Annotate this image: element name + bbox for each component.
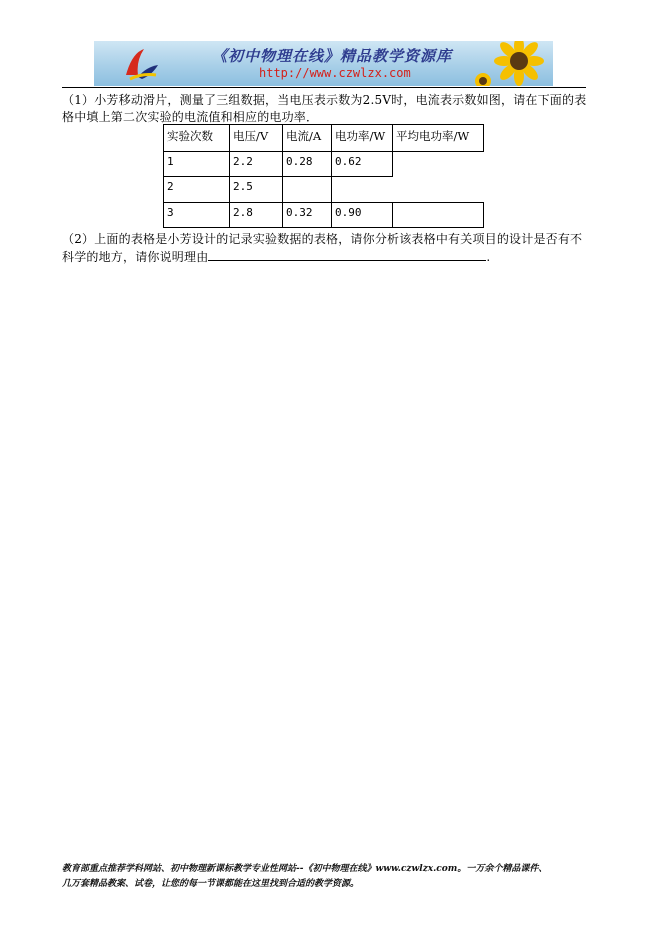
- header-cell: 电功率/W: [332, 125, 393, 152]
- table-cell: 0.90: [332, 203, 393, 228]
- table-cell: 2.8: [230, 203, 283, 228]
- table-cell: 0.28: [283, 152, 332, 177]
- table-row: [164, 152, 484, 177]
- banner-title: 《初中物理在线》精品教学资源库: [212, 47, 453, 65]
- table-cell: 0.62: [332, 152, 393, 177]
- header-rule: [62, 87, 586, 88]
- page-footer: [62, 862, 610, 892]
- site-logo-icon: [122, 45, 162, 83]
- table-cell: [393, 152, 484, 177]
- table-row: [164, 177, 484, 203]
- table-cell: [283, 177, 332, 203]
- question-part2: [62, 231, 590, 266]
- question-part1: （1）小芳移动滑片，测量了三组数据，当电压表示数为2.5V时，电流表示数如图，请在下面的表格中填上第二次实验的电流值和相应的电功率．: [62, 93, 587, 124]
- sunflower-icon: [473, 41, 553, 86]
- table-header-row: [164, 125, 484, 152]
- table-cell: [332, 177, 393, 203]
- header-cell: 电压/V: [230, 125, 283, 152]
- header-cell: 电流/A: [283, 125, 332, 152]
- table-cell: 2: [164, 177, 230, 203]
- header-cell: 平均电功率/W: [393, 125, 484, 152]
- table-cell: 2.2: [230, 152, 283, 177]
- question-part2-end: .: [486, 250, 491, 264]
- table-row: [164, 203, 484, 228]
- footer-line1: 教育部重点推荐学科网站、初中物理新课标教学专业性网站--《初中物理在线》www.czwlzx.com。一万余个精品课件、: [62, 864, 548, 874]
- data-table: [163, 124, 484, 228]
- answer-blank[interactable]: [208, 248, 486, 261]
- footer-line2: 几万套精品教案、试卷，让您的每一节课都能在这里找到合适的教学资源。: [62, 879, 360, 889]
- table-cell: 0.32: [283, 203, 332, 228]
- header-cell: 实验次数: [164, 125, 230, 152]
- table-cell: 3: [164, 203, 230, 228]
- banner-url: http://www.czwlzx.com: [259, 66, 411, 80]
- header-banner: [94, 41, 553, 86]
- table-cell: [393, 203, 484, 228]
- question-part2-text: （2）上面的表格是小芳设计的记录实验数据的表格，请你分析该表格中有关项目的设计是否有不科学的地方，请你说明理由: [62, 232, 583, 264]
- table-cell: 2.5: [230, 177, 283, 203]
- table-cell: [393, 177, 484, 203]
- table-cell: 1: [164, 152, 230, 177]
